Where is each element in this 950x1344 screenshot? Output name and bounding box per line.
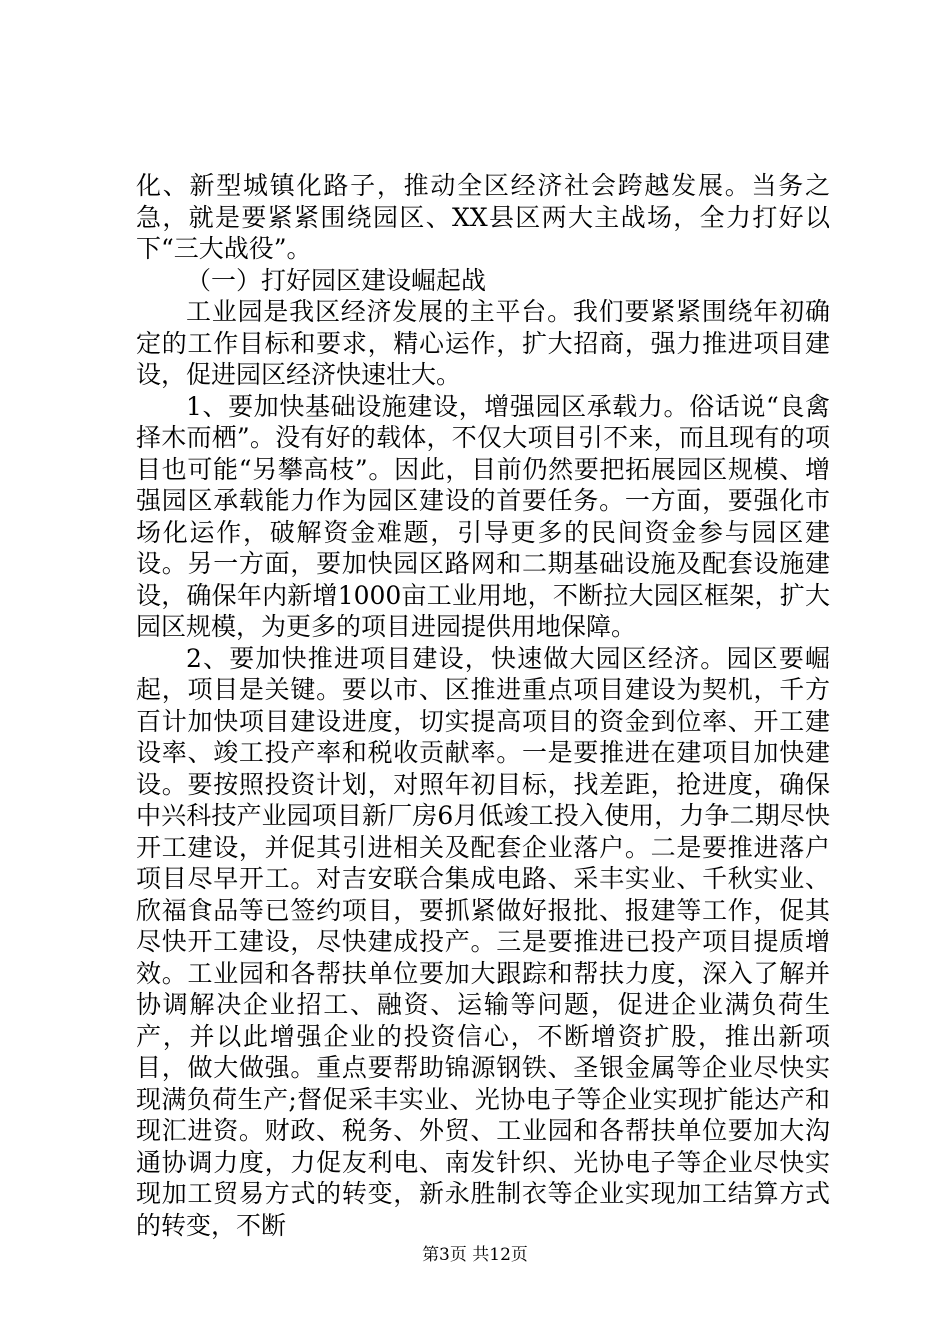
page-footer <box>0 1244 950 1266</box>
document-body <box>136 170 830 1241</box>
section-heading: （一）打好园区建设崛起战 <box>186 265 487 295</box>
continuation-paragraph: 化、新型城镇化路子，推动全区经济社会跨越发展。当务之急，就是要紧紧围绕园区、XX县区两大主战场，全力打好以下“三大战役”。 <box>136 171 830 263</box>
page-number-label: 第3页 共12页 <box>422 1245 528 1265</box>
item-1-paragraph: 1、要加快基础设施建设，增强园区承载力。俗话说“良禽择木而栖”。没有好的载体，不仅大项目引不来，而且现有的项目也可能“另攀高枝”。因此，目前仍然要把拓展园区规模、增强园区承载能力作为园区建设的首要任务。一方面，要强化市场化运作，破解资金难题，引导更多的民间资金参与园区建设。另一方面，要加快园区路网和二期基础设施及配套设施建设，确保年内新增1000亩工业用地，不断拉大园区框架，扩大园区规模，为更多的项目进园提供用地保障。 <box>136 391 830 641</box>
intro-paragraph: 工业园是我区经济发展的主平台。我们要紧紧围绕年初确定的工作目标和要求，精心运作，扩大招商，强力推进项目建设，促进园区经济快速壮大。 <box>136 297 830 389</box>
item-2-paragraph: 2、要加快推进项目建设，快速做大园区经济。园区要崛起，项目是关键。要以市、区推进重点项目建设为契机，千方百计加快项目建设进度，切实提高项目的资金到位率、开工建设率、竣工投产率和税收贡献率。一是要推进在建项目加快建设。要按照投资计划，对照年初目标，找差距，抢进度，确保中兴科技产业园项目新厂房6月低竣工投入使用，力争二期尽快开工建设，并促其引进相关及配套企业落户。二是要推进落户项目尽早开工。对吉安联合集成电路、采丰实业、千秋实业、欣福食品等已签约项目，要抓紧做好报批、报建等工作，促其尽快开工建设，尽快建成投产。三是要推进已投产项目提质增效。工业园和各帮扶单位要加大跟踪和帮扶力度，深入了解并协调解决企业招工、融资、运输等问题，促进企业满负荷生产，并以此增强企业的投资信心，不断增资扩股，推出新项目，做大做强。重点要帮助锦源钢铁、圣银金属等企业尽快实现满负荷生产;督促采丰实业、光协电子等企业实现扩能达产和现汇进资。财政、税务、外贸、工业园和各帮扶单位要加大沟通协调力度，力促友利电、南发针织、光协电子等企业尽快实现加工贸易方式的转变，新永胜制衣等企业实现加工结算方式的转变，不断 <box>136 643 830 1240</box>
